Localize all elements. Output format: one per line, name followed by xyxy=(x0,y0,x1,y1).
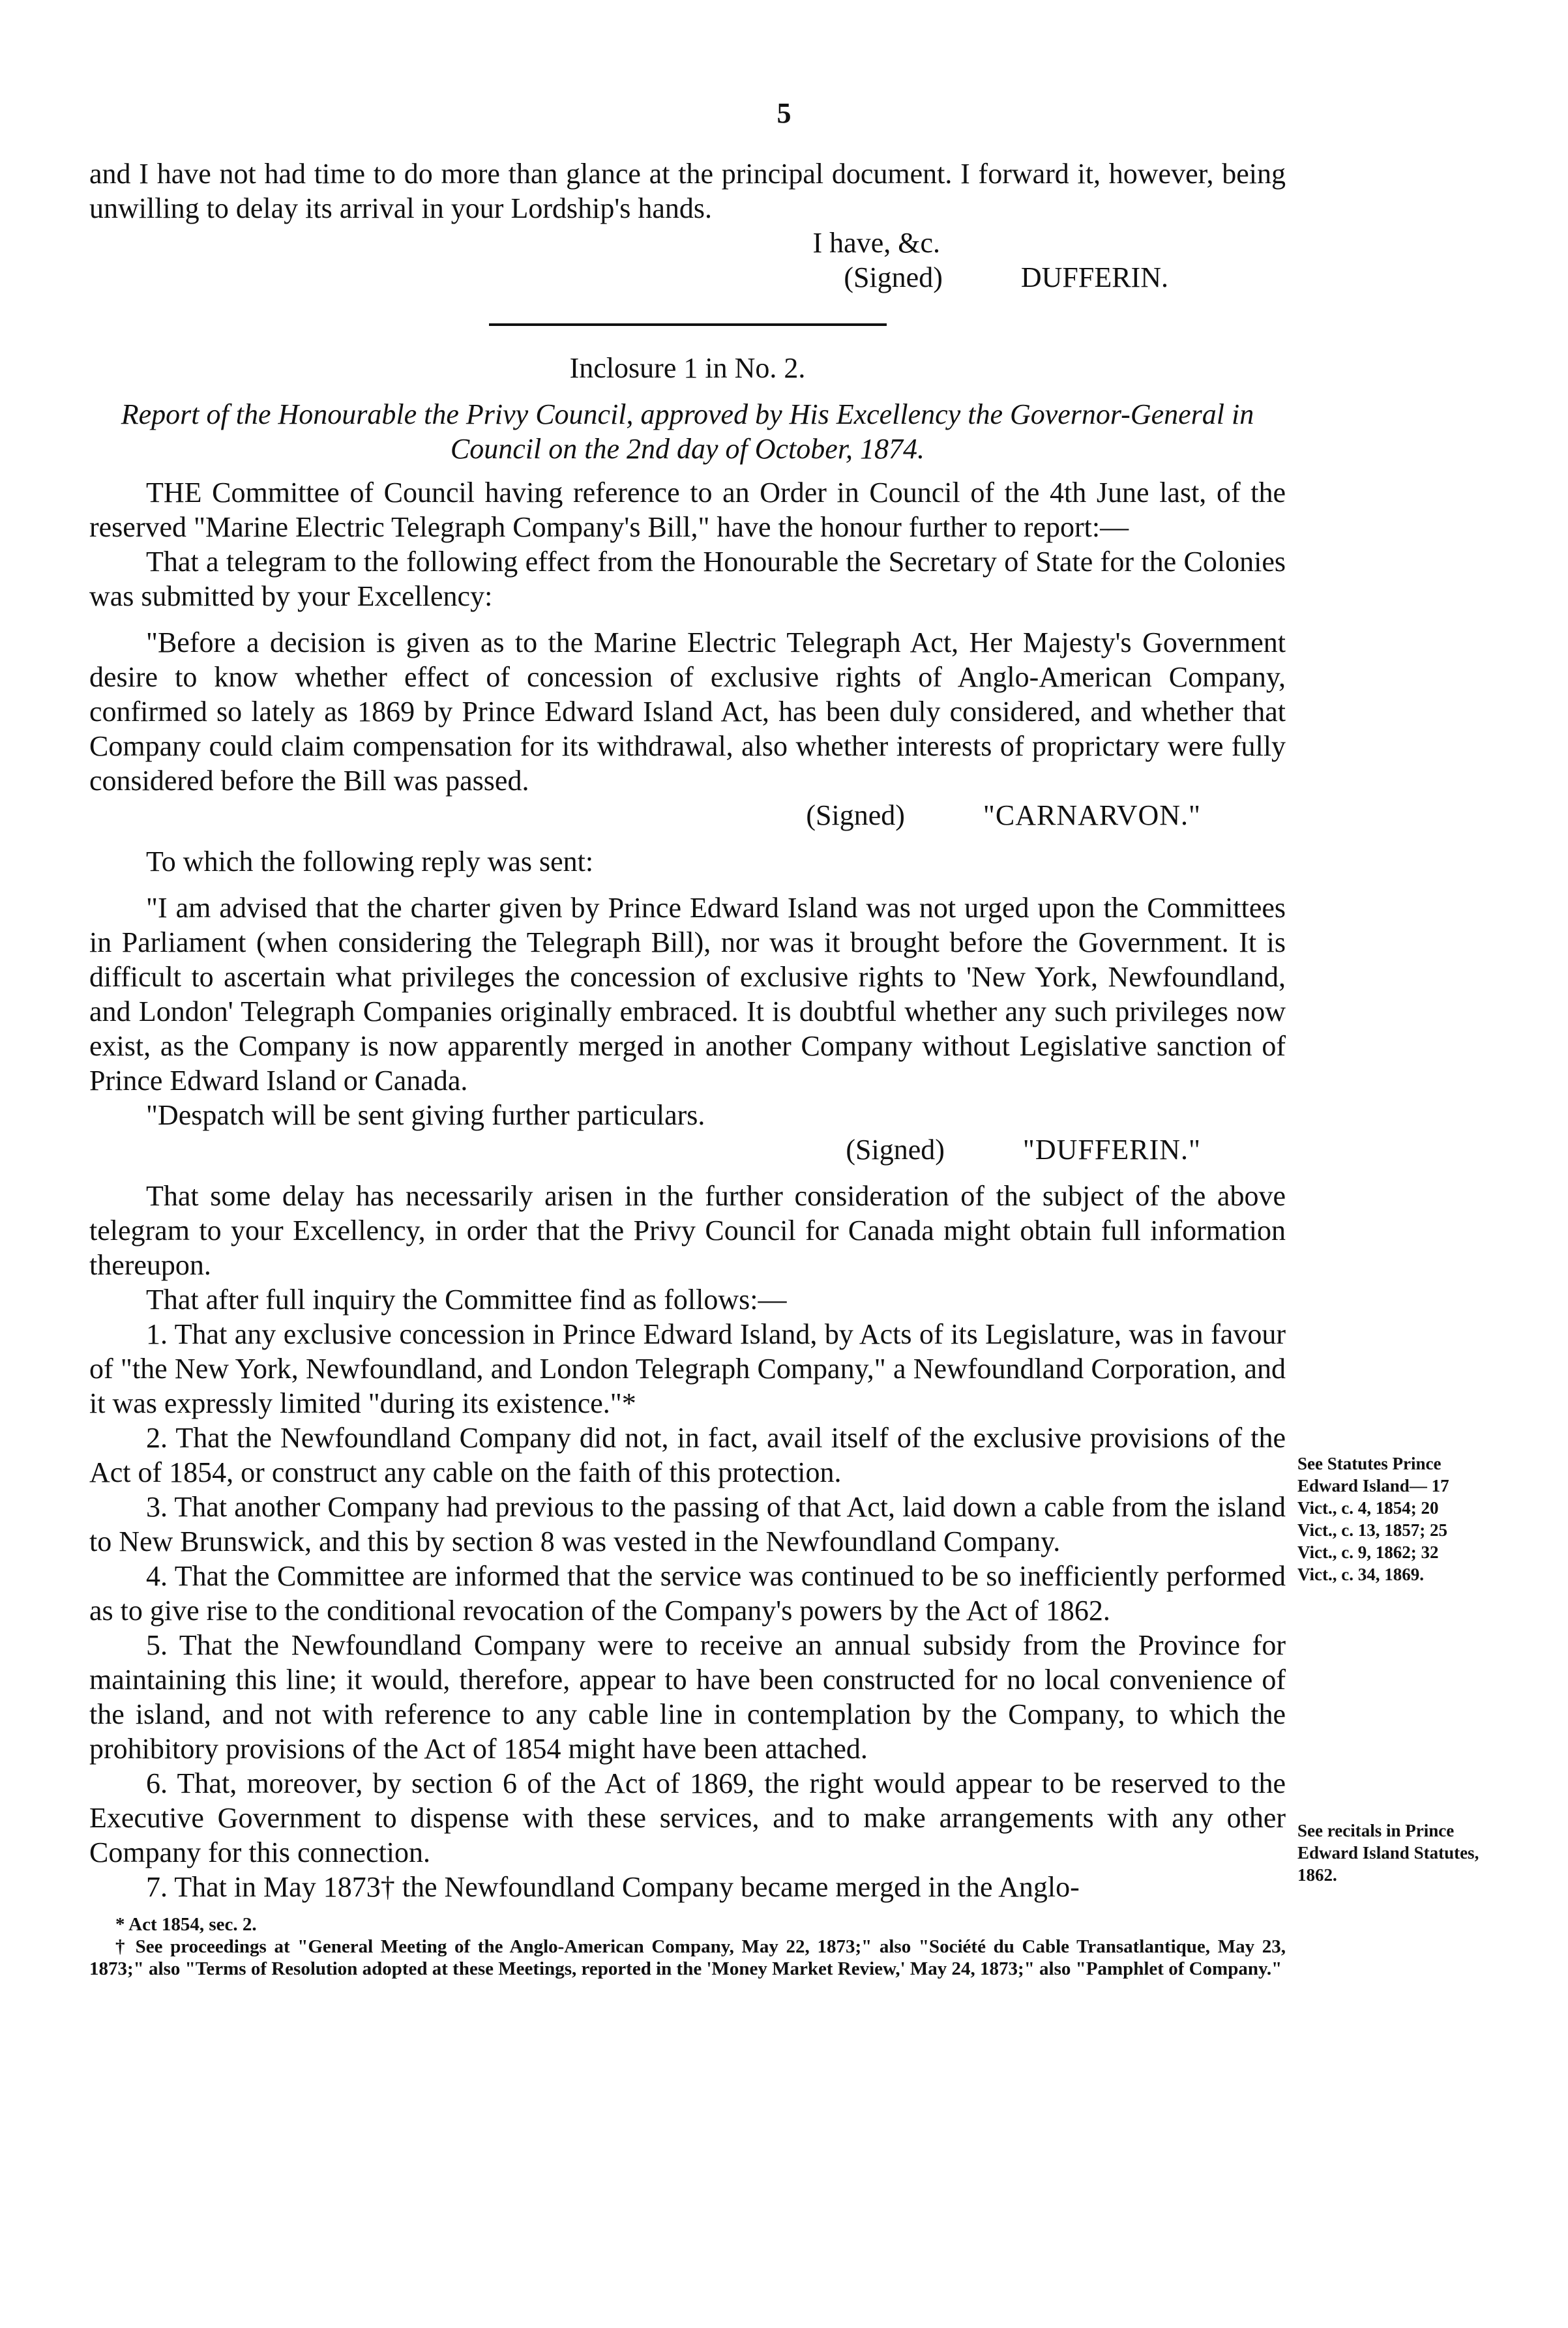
paragraph-telegram: That a telegram to the following effect from the Honourable the Secretary of State for the Colonies was submitted by your Excellency: xyxy=(89,546,1286,612)
signature-block-carnarvon xyxy=(89,798,1286,832)
paragraph-reply: To which the following reply was sent: xyxy=(146,846,594,877)
signature-dufferin-1: DUFFERIN. xyxy=(1020,261,1168,293)
sidenote-recitals: See recitals in Prince Edward Island Statutes, 1862. xyxy=(1297,1821,1479,1885)
main-text xyxy=(89,156,1286,1980)
finding-5: 5. That the Newfoundland Company were to receive an annual subsidy from the Province for maintaining this line; it would, therefore, appear to have been constructed for no local convenience of the island, and not with reference to any cable line in contemplation by the Company, to which the prohibitory provisions of the Act of 1854 might have been attached. xyxy=(89,1629,1286,1765)
report-title: Report of the Honourable the Privy Council, approved by His Excellency the Governor-General in Council on the 2nd day of October, 1874. xyxy=(121,398,1254,465)
closing-line: I have, &c. xyxy=(812,227,940,259)
footnote-2: † See proceedings at "General Meeting of the Anglo-American Company, May 22, 1873;" also "Société du Cable Transatlantique, May 23, 1873;" also "Terms of Resolution adopted at these Meetings, reported in the 'Money Market Review,' May 24, 1873;" also "Pamphlet of Company." xyxy=(89,1936,1286,1979)
section-divider xyxy=(489,323,887,326)
signature-block-dufferin xyxy=(89,1132,1286,1167)
signature-block-1 xyxy=(89,260,1286,295)
signed-label: (Signed) xyxy=(806,799,905,831)
finding-3: 3. That another Company had previous to the passing of that Act, laid down a cable from the island to New Brunswick, and this by section 8 was vested in the Newfoundland Company. xyxy=(89,1491,1286,1557)
finding-2: 2. That the Newfoundland Company did not, in fact, avail itself of the exclusive provisions of the Act of 1854, or construct any cable on the faith of this protection. xyxy=(89,1422,1286,1488)
quote-carnarvon: "Before a decision is given as to the Marine Electric Telegraph Act, Her Majesty's Government desire to know whether effect of concession of exclusive rights of Anglo-American Company, confirmed so lately as 1869 by Prince Edward Island Act, has been duly considered, and whether that Company could claim compensation for its withdrawal, also whether interests of proprictary were fully considered before the Bill was passed. xyxy=(89,626,1286,797)
finding-7: 7. That in May 1873† the Newfoundland Company became merged in the Anglo- xyxy=(146,1871,1080,1903)
quote-dufferin-2: "Despatch will be sent giving further particulars. xyxy=(146,1099,705,1131)
quote-dufferin-1: "I am advised that the charter given by Prince Edward Island was not urged upon the Committees in Parliament (when considering the Telegraph Bill), nor was it brought before the Government. It is difficult to ascertain what privileges the concession of exclusive rights to 'New York, Newfoundland, and London' Telegraph Companies originally embraced. It is doubtful whether any such privileges now exist, as the Company is now apparently merged in another Company without Legislative sanction of Prince Edward Island or Canada. xyxy=(89,892,1286,1097)
finding-4: 4. That the Committee are informed that the service was continued to be so inefficiently performed as to give rise to the conditional revocation of the Company's powers by the Act of 1862. xyxy=(89,1560,1286,1627)
paragraph-inquiry: That after full inquiry the Committee find as follows:— xyxy=(146,1284,787,1316)
finding-6: 6. That, moreover, by section 6 of the Act of 1869, the right would appear to be reserved to the Executive Government to dispense with these services, and to make arrangements with any other Company for this connection. xyxy=(89,1767,1286,1868)
footnotes xyxy=(89,1913,1286,1980)
page-number: 5 xyxy=(777,97,791,129)
sidenote-statutes: See Statutes Prince Edward Island— 17 Vict., c. 4, 1854; 20 Vict., c. 13, 1857; 25 Vict., c. 9, 1862; 32 Vict., c. 34, 1869. xyxy=(1297,1454,1449,1584)
signature-dufferin-2: "DUFFERIN." xyxy=(1022,1134,1201,1166)
signed-label: (Signed) xyxy=(846,1134,945,1166)
finding-1: 1. That any exclusive concession in Prince Edward Island, by Acts of its Legislature, was in favour of "the New York, Newfoundland, and London Telegraph Company," a Newfoundland Corporation, and it was expressly limited "during its existence."* xyxy=(89,1318,1286,1419)
signed-label: (Signed) xyxy=(844,261,943,293)
signature-carnarvon: "CARNARVON." xyxy=(983,799,1201,831)
paragraph-delay: That some delay has necessarily arisen in the further consideration of the subject of the above telegram to your Excellency, in order that the Privy Council for Canada might obtain full information thereupon. xyxy=(89,1180,1286,1281)
inclosure-heading: Inclosure 1 in No. 2. xyxy=(569,352,806,384)
intro-paragraph: and I have not had time to do more than glance at the principal document. I forward it, however, being unwilling to delay its arrival in your Lordship's hands. xyxy=(89,158,1286,224)
footnote-1: * Act 1854, sec. 2. xyxy=(115,1914,257,1935)
paragraph-committee: THE Committee of Council having reference to an Order in Council of the 4th June last, of the reserved "Marine Electric Telegraph Company's Bill," have the honour further to report:— xyxy=(89,477,1286,543)
